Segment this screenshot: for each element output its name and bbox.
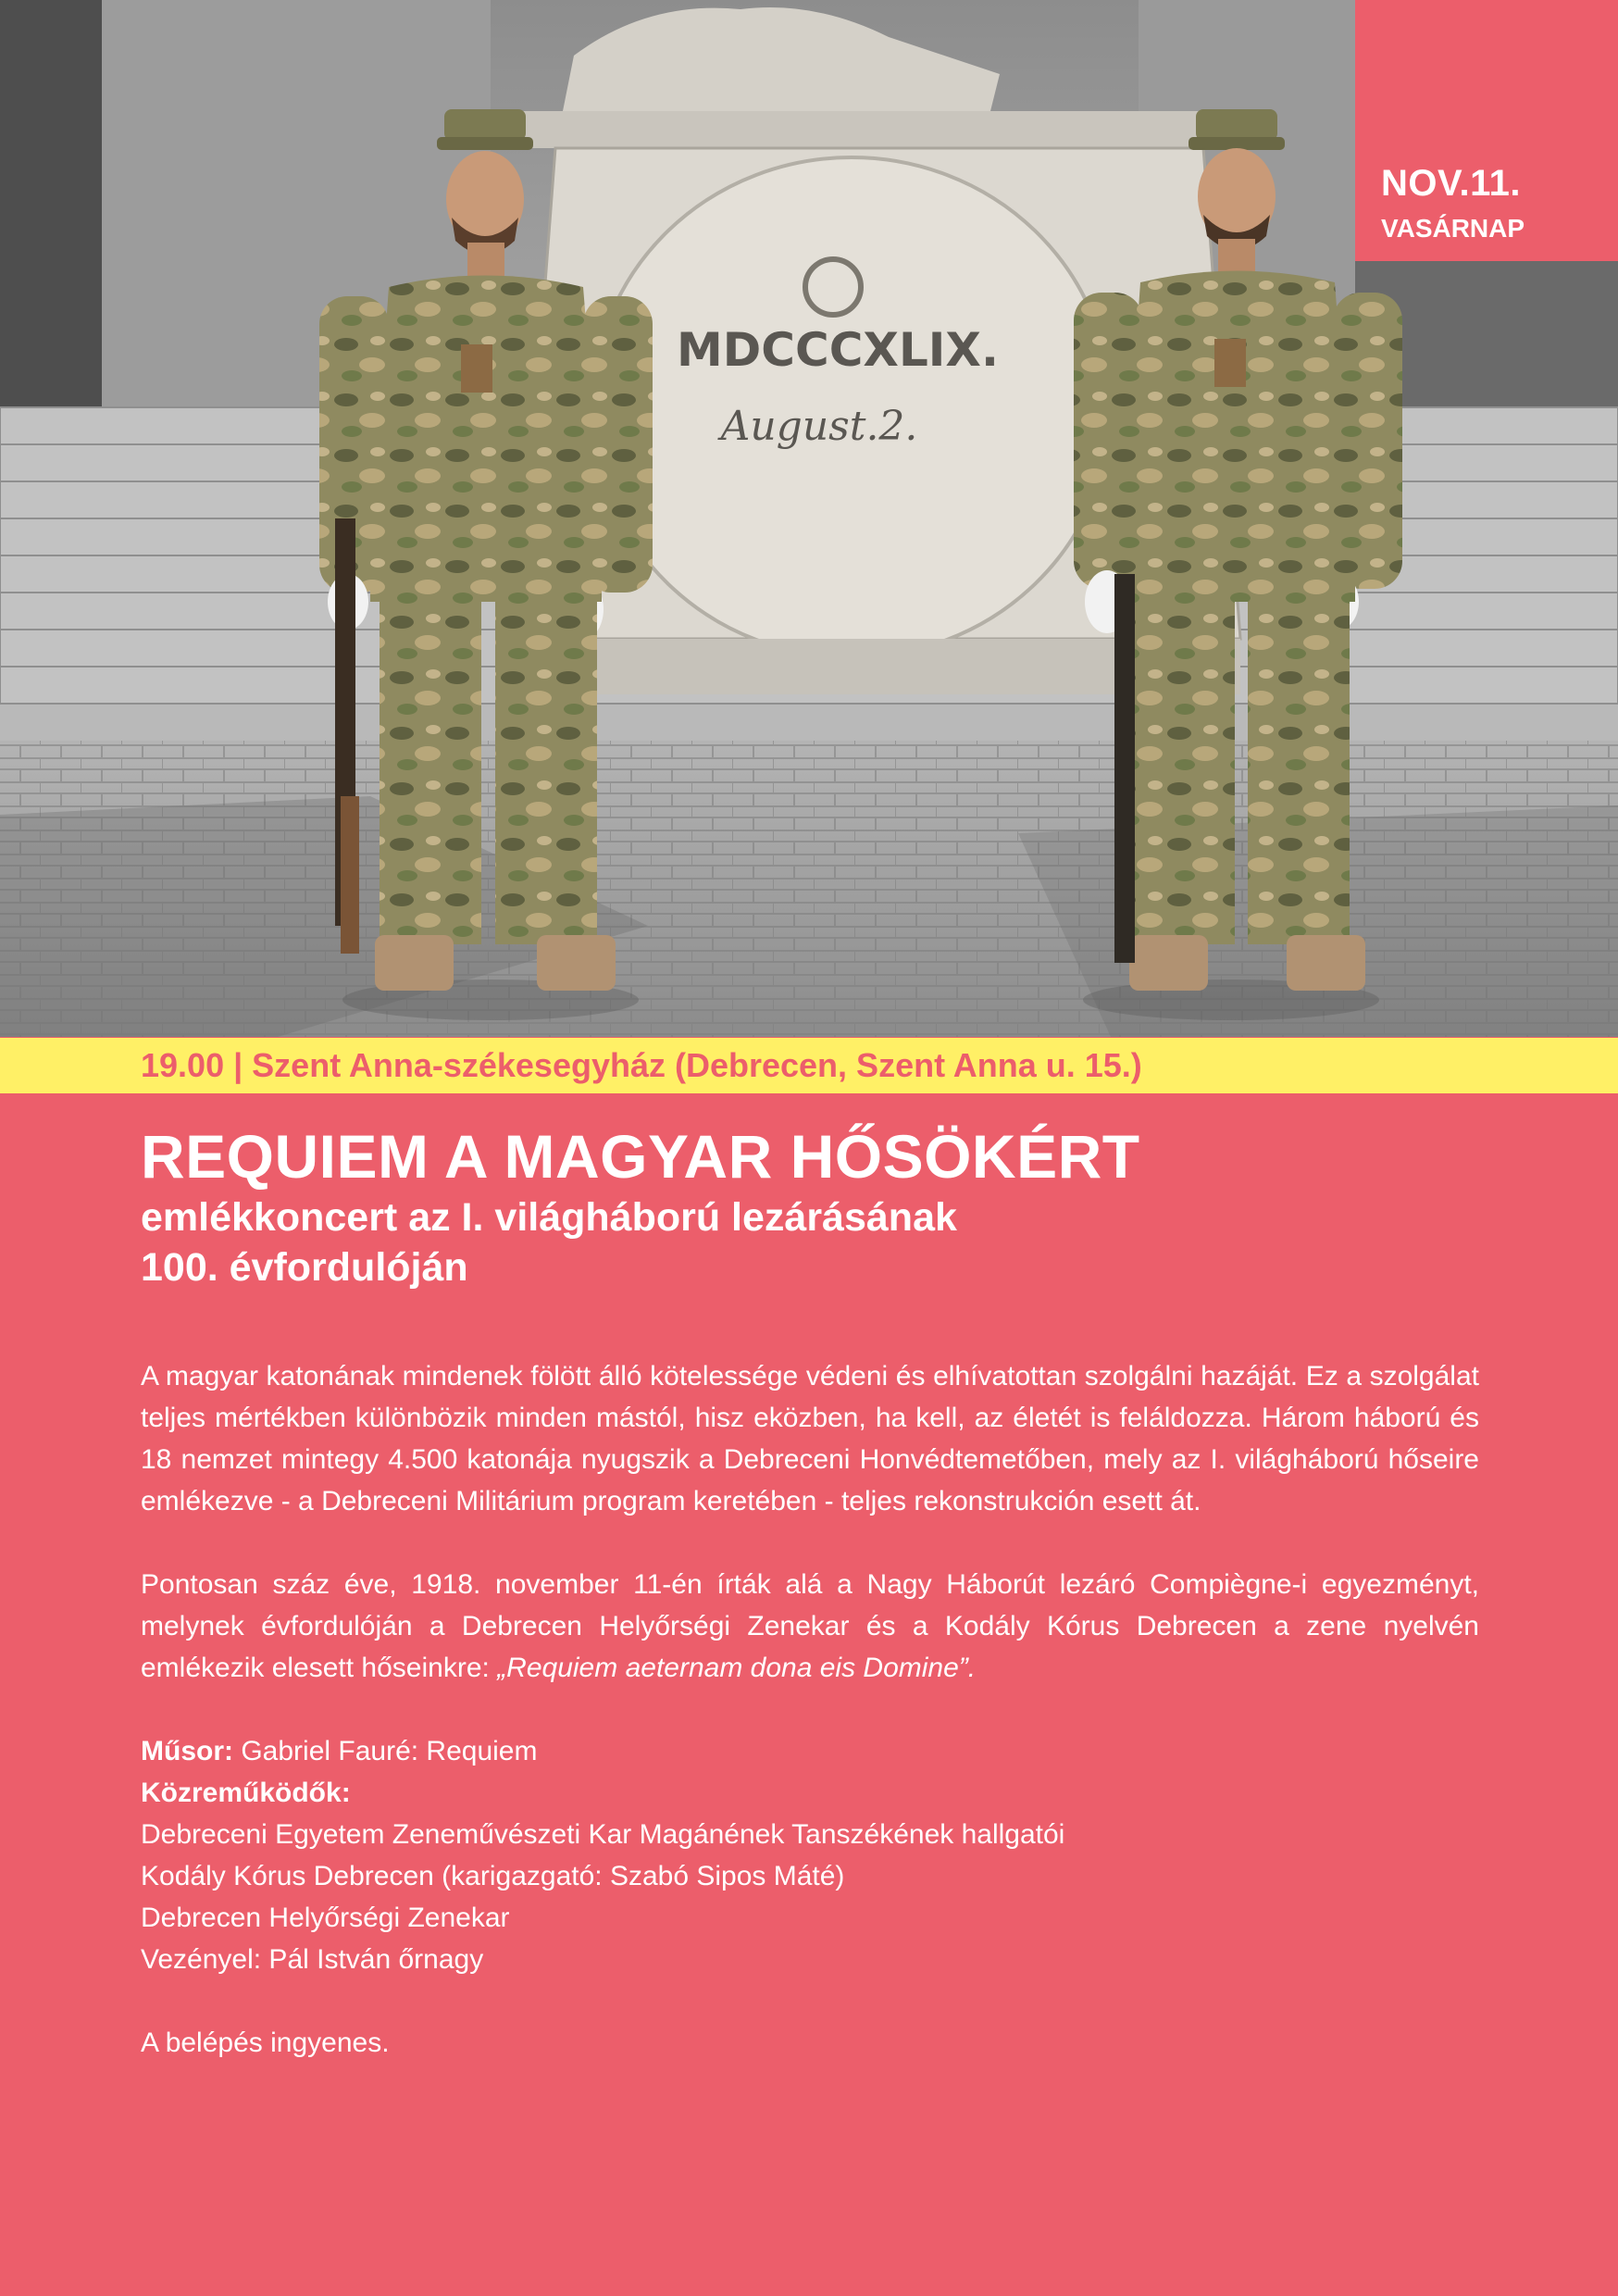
date-weekday: VASÁRNAP: [1381, 214, 1525, 243]
entry-note: A belépés ingyenes.: [141, 2028, 390, 2058]
date-day: NOV.11.: [1381, 163, 1522, 204]
program-line: [141, 1730, 1479, 1772]
program-label: Műsor:: [141, 1736, 233, 1766]
paragraph-1: A magyar katonának mindenek fölött álló kötelessége védeni és elhívatottan szolgálni hazáját. Ez a szolgálat teljes mértékben különbözik minden mástól, hisz eközben, ha kell, az életét is feláldozza. Három háború és 18 nemzet mintegy 4.500 katonája nyugszik a Debreceni Honvédtemetőben, mely az I. világháború hőseire emlékezve - a Debreceni Militárium program keretében - teljes rekonstrukción esett át.: [141, 1361, 1479, 1516]
event-subtitle-line2: 100. évfordulóján: [141, 1245, 468, 1290]
monument-date: August.2.: [720, 403, 918, 450]
paragraph-2: [141, 1564, 1479, 1689]
performer-item: Kodály Kórus Debrecen (karigazgató: Szabó Sipos Máté): [141, 1861, 845, 1891]
paragraph-2-text: Pontosan száz éve, 1918. november 11-én írták alá a Nagy Háborút lezáró Compiègne-i egyezményt, melynek évfordulóján a Debrecen Helyőrségi Zenekar és a Kodály Kórus Debrecen a zene nyelvén emlékezik elesett hőseinkre:: [141, 1569, 1479, 1683]
event-title: REQUIEM A MAGYAR HŐSÖKÉRT: [141, 1122, 1140, 1191]
event-subtitle-line1: emlékkoncert az I. világháború lezárásának: [141, 1195, 957, 1240]
event-info-bar: 19.00 | Szent Anna-székesegyház (Debrecen, Szent Anna u. 15.): [0, 1038, 1618, 1093]
date-badge: [1355, 0, 1618, 261]
performer-item: Debreceni Egyetem Zeneművészeti Kar Magánének Tanszékének hallgatói: [141, 1819, 1065, 1850]
performer-item: Vezényel: Pál István őrnagy: [141, 1944, 484, 1975]
monument-year: MDCCCXLIX.: [677, 323, 999, 377]
paragraph-2-quote: „Requiem aeternam dona eis Domine”.: [497, 1653, 977, 1683]
program-value: Gabriel Fauré: Requiem: [233, 1736, 538, 1766]
performers-label: Közreműködők:: [141, 1778, 351, 1808]
content: [141, 1120, 1479, 2064]
performer-item: Debrecen Helyőrségi Zenekar: [141, 1903, 510, 1933]
program-section: [141, 1730, 1479, 1980]
